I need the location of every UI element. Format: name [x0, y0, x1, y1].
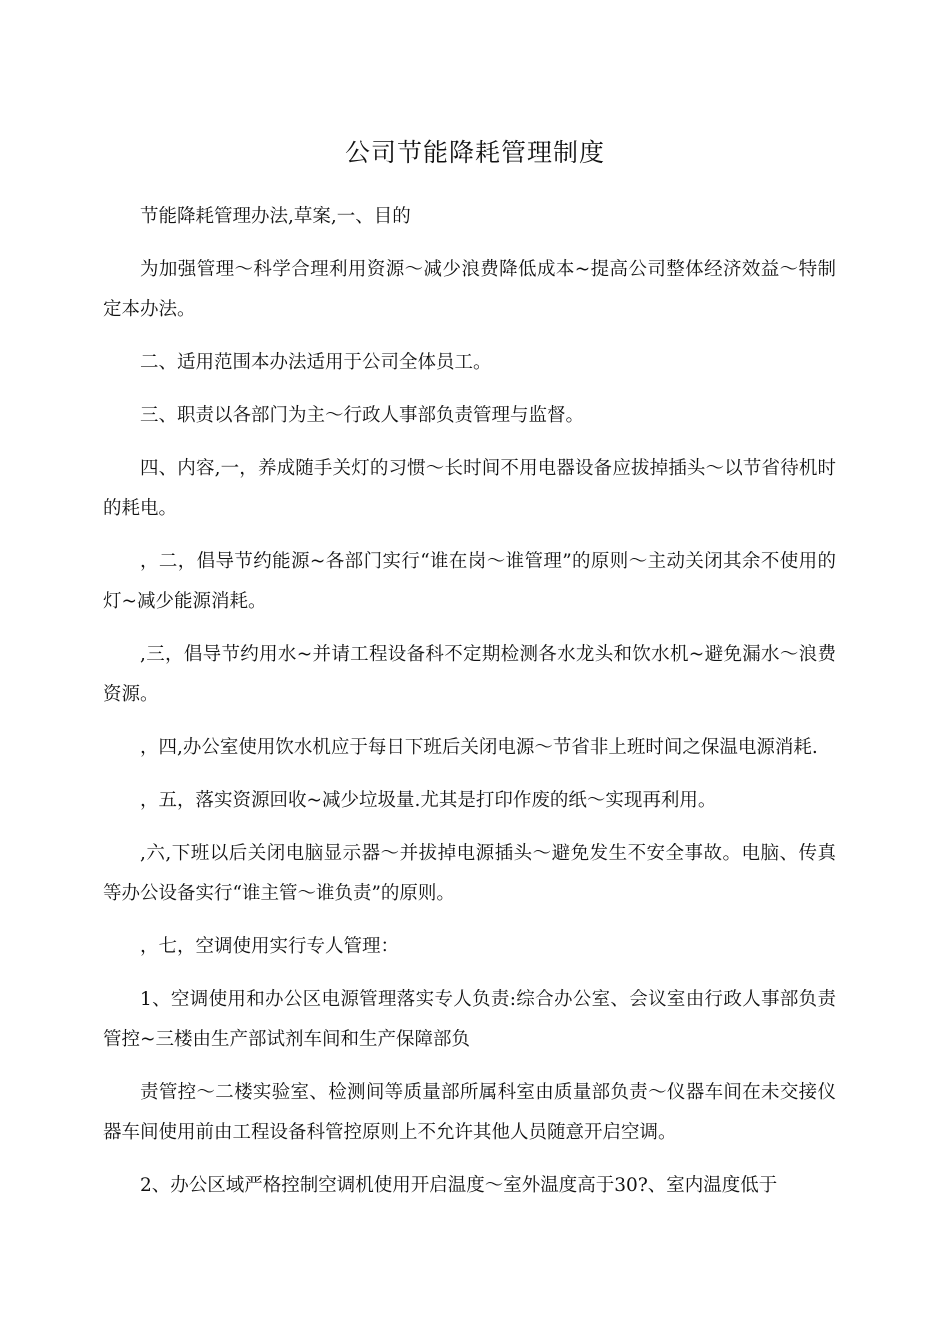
paragraph-5: 四、内容,一，养成随手关灯的习惯～长时间不用电器设备应拔掉插头～以节省待机时的耗电。 [103, 458, 836, 519]
paragraph-7: ,三，倡导节约用水~并请工程设备科不定期检测各水龙头和饮水机~避免漏水～浪费资源。 [103, 644, 836, 705]
paragraph-9: ，五，落实资源回收~减少垃圾量.尤其是打印作废的纸～实现再利用。 [140, 790, 717, 811]
paragraph-14: 2、办公区域严格控制空调机使用开启温度～室外温度高于30?、室内温度低于 [140, 1175, 778, 1196]
paragraph-10: ,六,下班以后关闭电脑显示器～并拔掉电源插头～避免发生不安全事故。电脑、传真等办公设备实行“谁主管～谁负责”的原则。 [103, 843, 836, 904]
paragraph-11: ，七，空调使用实行专人管理： [140, 936, 400, 957]
document-title: 公司节能降耗管理制度 [344, 138, 605, 167]
paragraph-4: 三、职责以各部门为主～行政人事部负责管理与监督。 [140, 405, 585, 426]
paragraph-1: 节能降耗管理办法,草案,一、目的 [140, 206, 411, 227]
document-body [103, 197, 836, 1219]
paragraph-8: ，四,办公室使用饮水机应于每日下班后关闭电源～节省非上班时间之保温电源消耗. [140, 737, 818, 758]
paragraph-3: 二、适用范围本办法适用于公司全体员工。 [140, 352, 492, 373]
paragraph-12: 1、空调使用和办公区电源管理落实专人负责:综合办公室、会议室由行政人事部负责管控~三楼由生产部试剂车间和生产保障部负 [103, 989, 836, 1050]
paragraph-2: 为加强管理～科学合理利用资源～减少浪费降低成本~提高公司整体经济效益～特制定本办法。 [103, 259, 836, 320]
paragraph-6: ，二，倡导节约能源~各部门实行“谁在岗～谁管理”的原则～主动关闭其余不使用的灯~减少能源消耗。 [103, 551, 836, 612]
paragraph-13: 责管控～二楼实验室、检测间等质量部所属科室由质量部负责～仪器车间在未交接仪器车间使用前由工程设备科管控原则上不允许其他人员随意开启空调。 [103, 1082, 836, 1143]
